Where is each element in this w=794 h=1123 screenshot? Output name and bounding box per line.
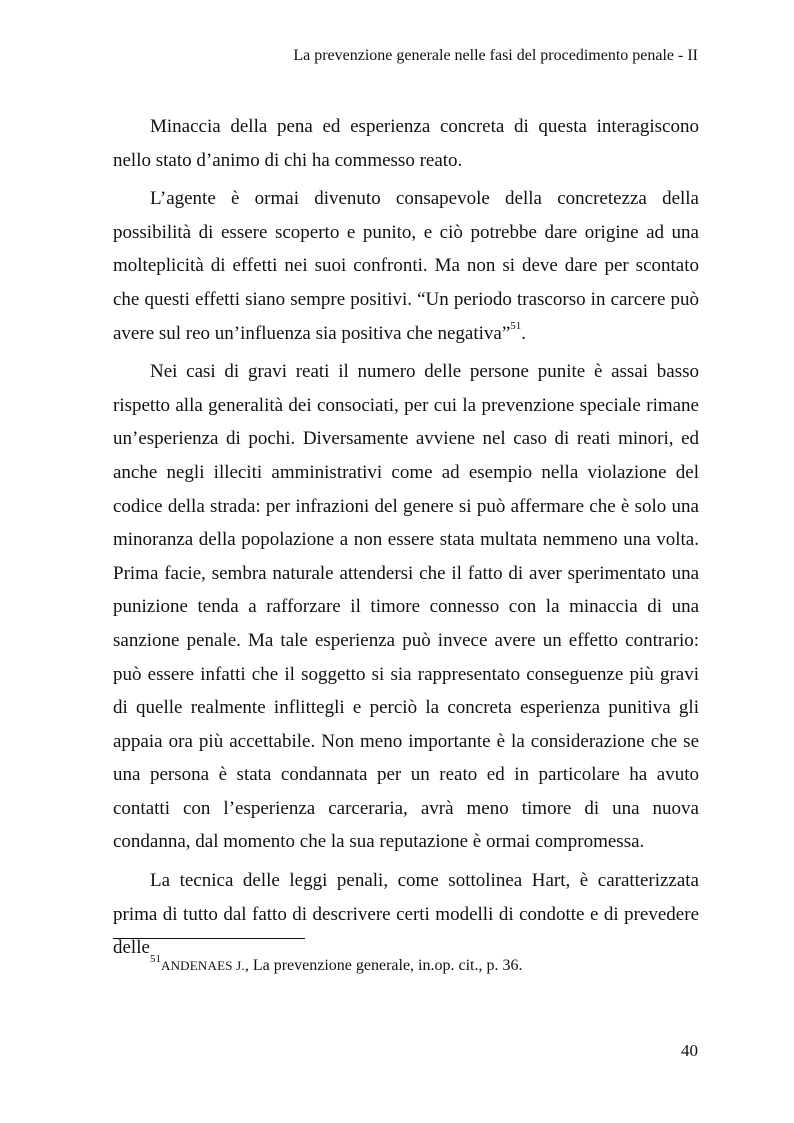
footnote-number: 51 <box>150 952 161 965</box>
footnote-separator <box>113 938 305 939</box>
footnote-reference[interactable]: 51 <box>510 320 522 333</box>
paragraph-4: La tecnica delle leggi penali, come sottolinea Hart, è caratterizzata prima di tutto dal fatto di descrivere certi modelli di condotte e di prevedere delle <box>113 870 699 959</box>
page-number: 40 <box>681 1041 698 1060</box>
paragraph-2-text: L’agente è ormai divenuto consapevole della concretezza della possibilità di essere scoperto e punito, e ciò potrebbe dare origine ad una molteplicità di effetti nei suoi confronti. Ma non si deve dare per scontato che questi effetti siano sempre positivi. “Un periodo trascorso in carcere può avere sul reo un’influenza sia positiva che negativa” <box>113 188 699 344</box>
main-text <box>113 110 699 965</box>
footnote-text: , La prevenzione generale, in.op. cit., p. 36. <box>244 957 523 974</box>
footnote-author: ANDENAES J. <box>161 958 245 973</box>
footnote <box>150 952 523 976</box>
paragraph-3: Nei casi di gravi reati il numero delle persone punite è assai basso rispetto alla generalità dei consociati, per cui la prevenzione speciale rimane un’esperienza di pochi. Diversamente avviene nel caso di reati minori, ed anche negli illeciti amministrativi come ad esempio nella violazione del codice della strada: per infrazioni del genere si può affermare che è solo una minoranza della popolazione a non essere stata multata nemmeno una volta. Prima facie, sembra naturale attendersi che il fatto di aver sperimentato una punizione tenda a rafforzare il timore connesso con la minaccia di una sanzione penale. Ma tale esperienza può invece avere un effetto contrario: può essere infatti che il soggetto si sia rappresentato conseguenze più gravi di quelle realmente inflittegli e perciò la concreta esperienza punitiva gli appaia ora più accettabile. Non meno importante è la considerazione che se una persona è stata condannata per un reato ed in particolare ha avuto contatti con l’esperienza carceraria, avrà meno timore di una nuova condanna, dal momento che la sua reputazione è ormai compromessa. <box>113 361 699 853</box>
paragraph-2-end: . <box>521 322 526 344</box>
running-header: La prevenzione generale nelle fasi del procedimento penale - II <box>293 47 698 64</box>
paragraph-2 <box>113 182 699 350</box>
paragraph-1: Minaccia della pena ed esperienza concreta di questa interagiscono nello stato d’animo di chi ha commesso reato. <box>113 116 699 171</box>
